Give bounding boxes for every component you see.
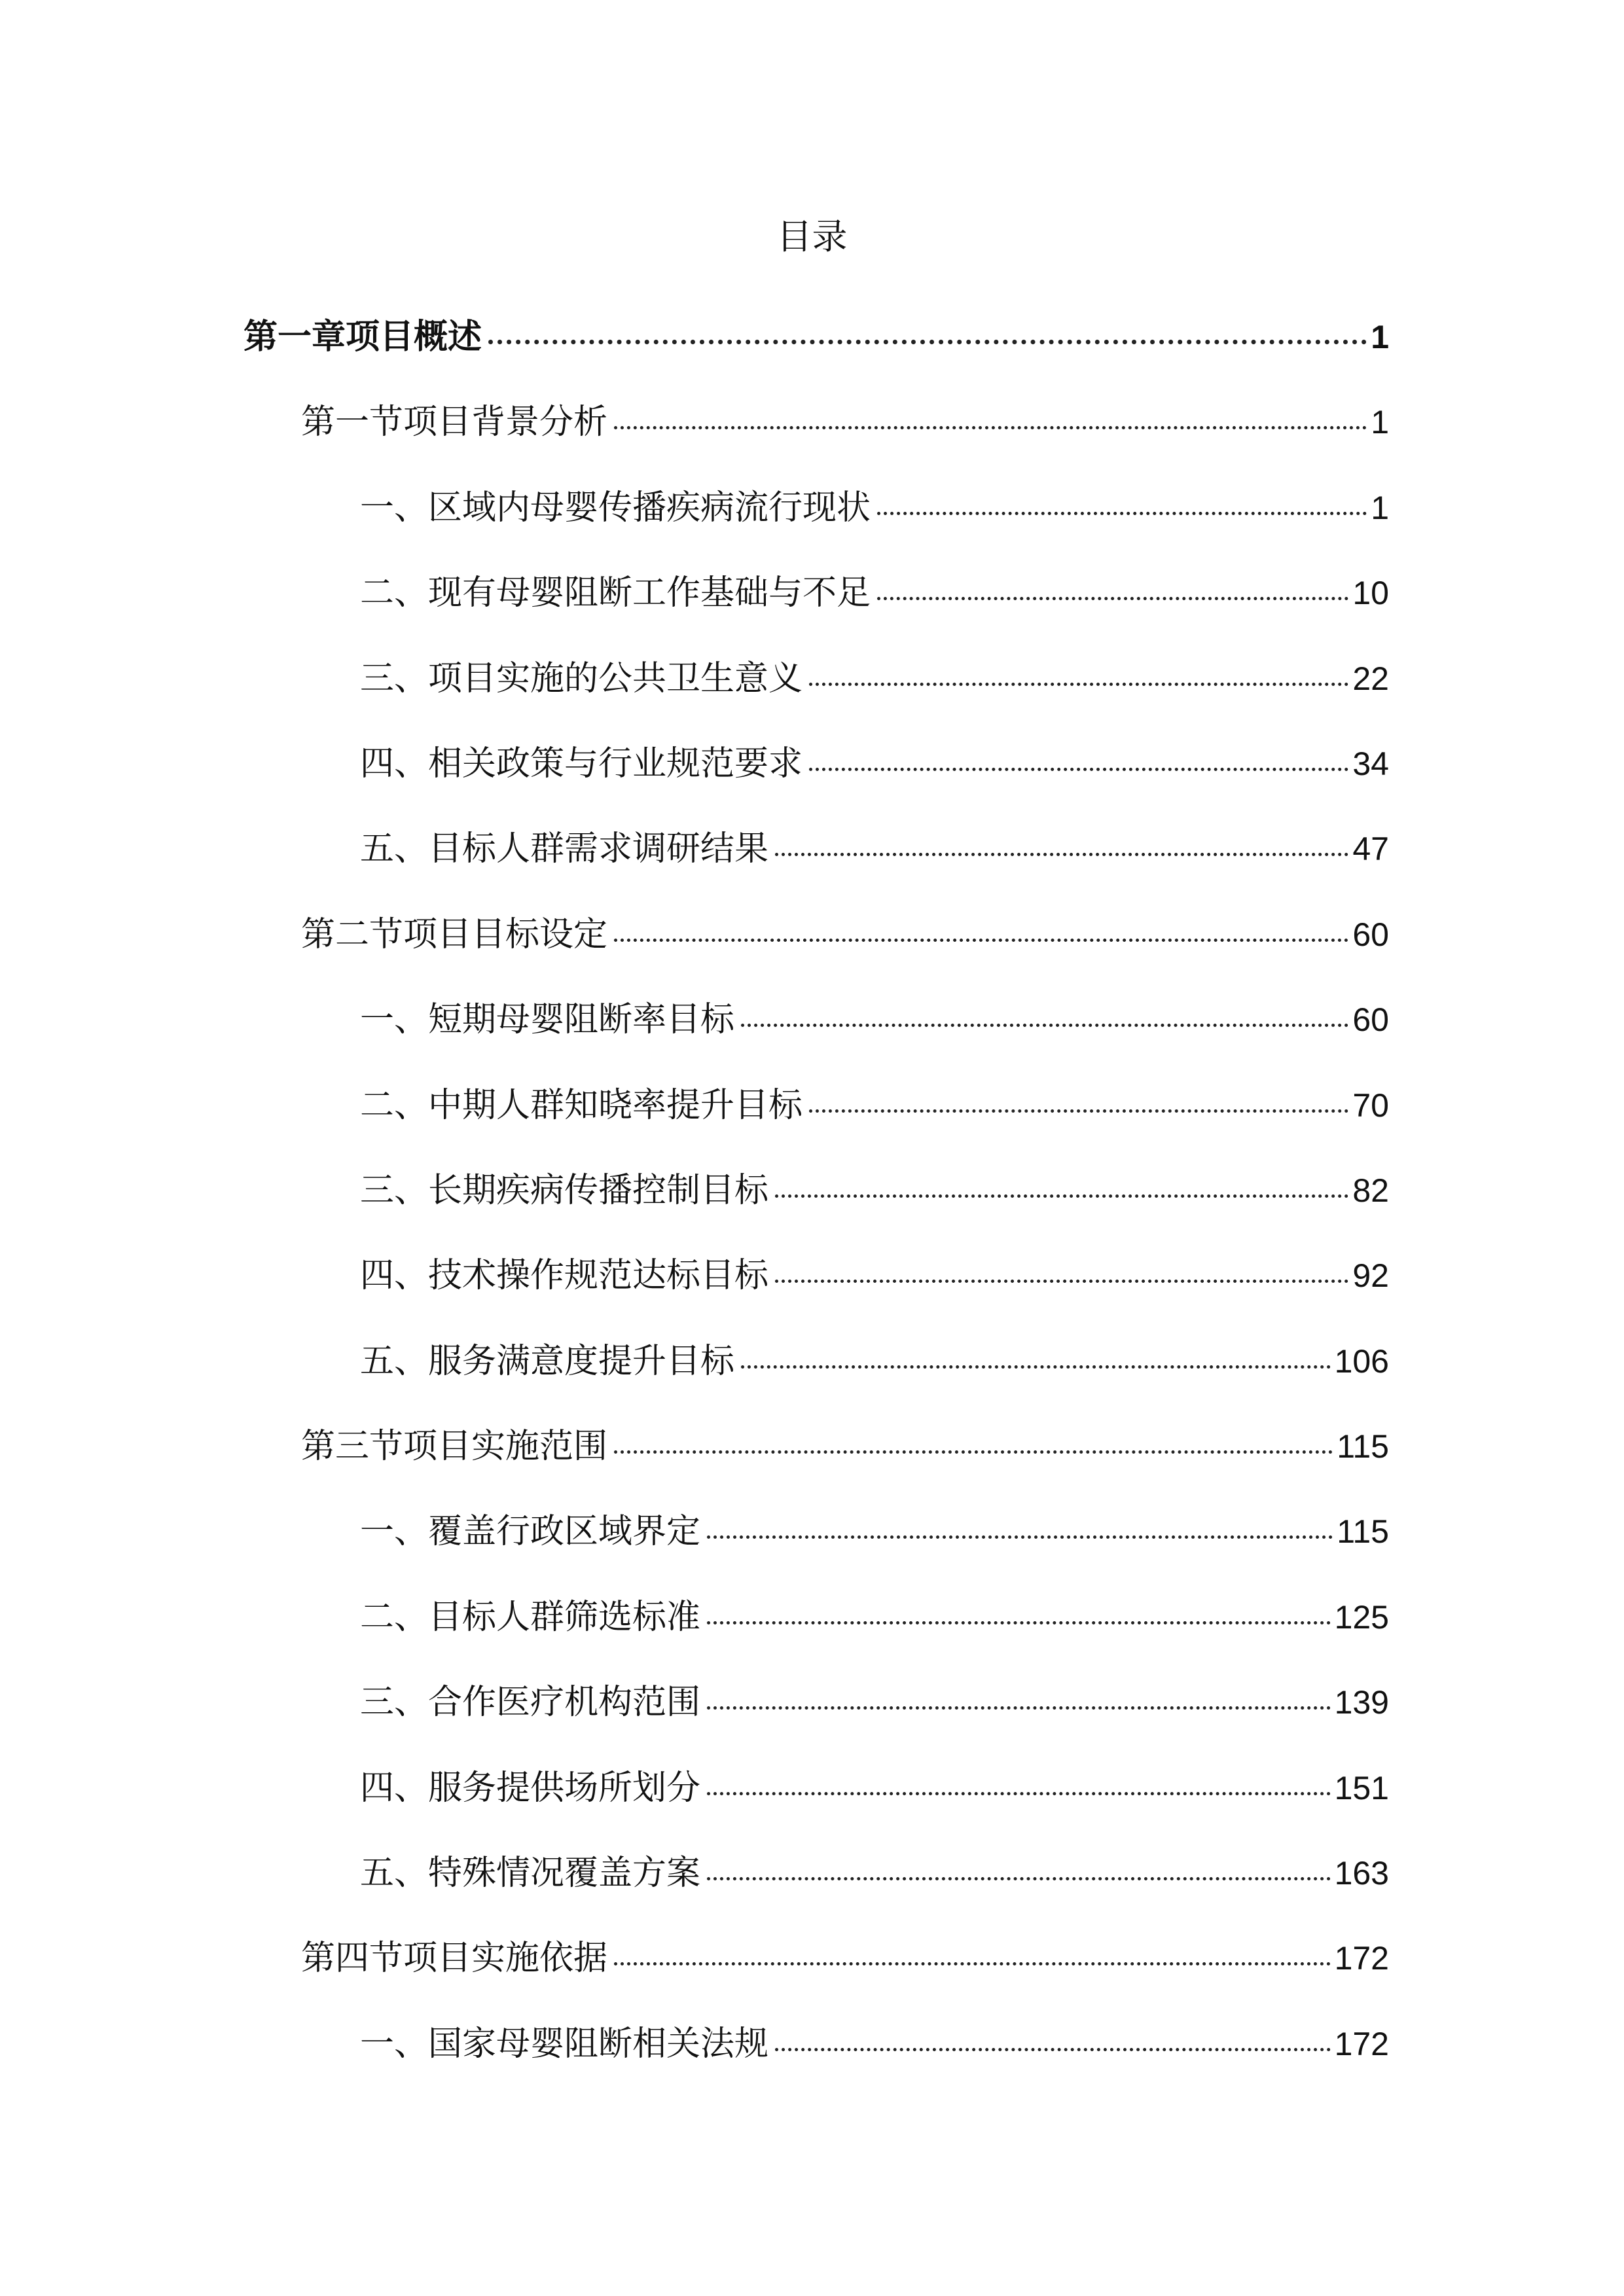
toc-entry-page-number: 82: [1352, 1172, 1389, 1209]
toc-entry-text: 三、项目实施的公共卫生意义: [360, 658, 803, 698]
dot-leader: [707, 1877, 1331, 1880]
toc-entry-subsection[interactable]: [244, 1319, 1389, 1404]
toc-title: 目录: [776, 216, 848, 257]
toc-entry-subsection[interactable]: [244, 1489, 1389, 1574]
toc-entry-page-number: 60: [1352, 1001, 1389, 1039]
toc-entry-text: 五、特殊情况覆盖方案: [360, 1854, 701, 1893]
toc-entry-page-number: 172: [1334, 2025, 1389, 2062]
toc-entry-subsection[interactable]: [244, 1063, 1389, 1148]
toc-entry-page-number: 60: [1352, 916, 1389, 953]
toc-entry-section[interactable]: [244, 1916, 1389, 2001]
toc-entry-text: 一、覆盖行政区域界定: [360, 1512, 701, 1552]
toc-entry-page-number: 1: [1371, 404, 1389, 441]
dot-leader: [809, 683, 1348, 686]
toc-entry-text: 第四节项目实施依据: [301, 1939, 608, 1979]
toc-entry-chapter[interactable]: [244, 295, 1389, 380]
dot-leader: [614, 939, 1348, 942]
toc-entry-page-number: 70: [1352, 1086, 1389, 1124]
dot-leader: [775, 1194, 1348, 1198]
toc-entry-page-number: 172: [1334, 1940, 1389, 1977]
toc-entry-text: 四、技术操作规范达标目标: [360, 1256, 769, 1296]
toc-entry-page-number: 1: [1371, 489, 1389, 526]
toc-entry-page-number: 22: [1352, 660, 1389, 697]
toc-entry-subsection[interactable]: [244, 550, 1389, 636]
toc-entry-subsection[interactable]: [244, 1746, 1389, 1831]
toc-entry-page-number: 115: [1337, 1513, 1389, 1551]
toc-entry-page-number: 47: [1352, 831, 1389, 868]
toc-entry-text: 四、服务提供场所划分: [360, 1768, 701, 1808]
dot-leader: [707, 1792, 1331, 1795]
dot-leader: [809, 768, 1348, 771]
toc-entry-text: 第三节项目实施范围: [301, 1427, 608, 1467]
toc-entry-text: 第一节项目背景分析: [301, 403, 608, 442]
dot-leader: [614, 1962, 1331, 1965]
toc-entry-subsection[interactable]: [244, 806, 1389, 891]
toc-entry-text: 四、相关政策与行业规范要求: [360, 744, 803, 783]
toc-entry-text: 第一章项目概述: [244, 317, 482, 357]
dot-leader: [809, 1109, 1348, 1113]
toc-entry-text: 一、国家母婴阻断相关法规: [360, 2024, 769, 2064]
toc-entry-text: 三、长期疾病传播控制目标: [360, 1170, 769, 1210]
toc-entry-text: 一、区域内母婴传播疾病流行现状: [360, 488, 871, 528]
toc-entry-subsection[interactable]: [244, 1660, 1389, 1745]
dot-leader: [775, 853, 1348, 856]
dot-leader: [707, 1706, 1331, 1710]
toc-entry-text: 一、短期母婴阻断率目标: [360, 1000, 735, 1040]
toc-entry-text: 二、目标人群筛选标准: [360, 1597, 701, 1637]
dot-leader: [877, 597, 1348, 600]
toc-entry-page-number: 163: [1334, 1855, 1389, 1892]
toc-entry-text: 第二节项目目标设定: [301, 914, 608, 954]
toc-entry-page-number: 115: [1337, 1428, 1389, 1465]
toc-entry-text: 五、目标人群需求调研结果: [360, 829, 769, 869]
toc-entry-subsection[interactable]: [244, 977, 1389, 1062]
dot-leader: [741, 1365, 1331, 1369]
dot-leader: [741, 1024, 1348, 1027]
toc-entry-page-number: 1: [1371, 319, 1389, 355]
toc-entry-subsection[interactable]: [244, 2001, 1389, 2087]
toc-entry-page-number: 151: [1334, 1769, 1389, 1806]
dot-leader: [707, 1621, 1331, 1624]
toc-entry-subsection[interactable]: [244, 1233, 1389, 1318]
dot-leader: [707, 1535, 1333, 1539]
toc-entry-subsection[interactable]: [244, 636, 1389, 721]
toc-entry-text: 三、合作医疗机构范围: [360, 1683, 701, 1723]
dot-leader: [877, 512, 1367, 515]
toc-entry-subsection[interactable]: [244, 1148, 1389, 1233]
toc-entry-subsection[interactable]: [244, 1575, 1389, 1660]
table-of-contents: [244, 295, 1389, 2087]
dot-leader: [614, 1450, 1333, 1454]
toc-entry-text: 五、服务满意度提升目标: [360, 1341, 735, 1381]
toc-entry-text: 二、现有母婴阻断工作基础与不足: [360, 573, 871, 613]
toc-entry-page-number: 34: [1352, 745, 1389, 782]
toc-entry-section[interactable]: [244, 1404, 1389, 1489]
toc-entry-page-number: 92: [1352, 1257, 1389, 1295]
toc-entry-page-number: 10: [1352, 575, 1389, 612]
toc-entry-subsection[interactable]: [244, 465, 1389, 550]
dot-leader: [775, 2048, 1331, 2051]
toc-entry-page-number: 106: [1334, 1342, 1389, 1380]
toc-entry-text: 二、中期人群知晓率提升目标: [360, 1085, 803, 1125]
dot-leader: [488, 340, 1367, 344]
toc-entry-section[interactable]: [244, 892, 1389, 977]
toc-entry-page-number: 139: [1334, 1684, 1389, 1721]
toc-entry-section[interactable]: [244, 380, 1389, 465]
toc-entry-subsection[interactable]: [244, 721, 1389, 806]
toc-entry-page-number: 125: [1334, 1598, 1389, 1636]
toc-entry-subsection[interactable]: [244, 1831, 1389, 1916]
dot-leader: [775, 1280, 1348, 1283]
dot-leader: [614, 426, 1367, 429]
